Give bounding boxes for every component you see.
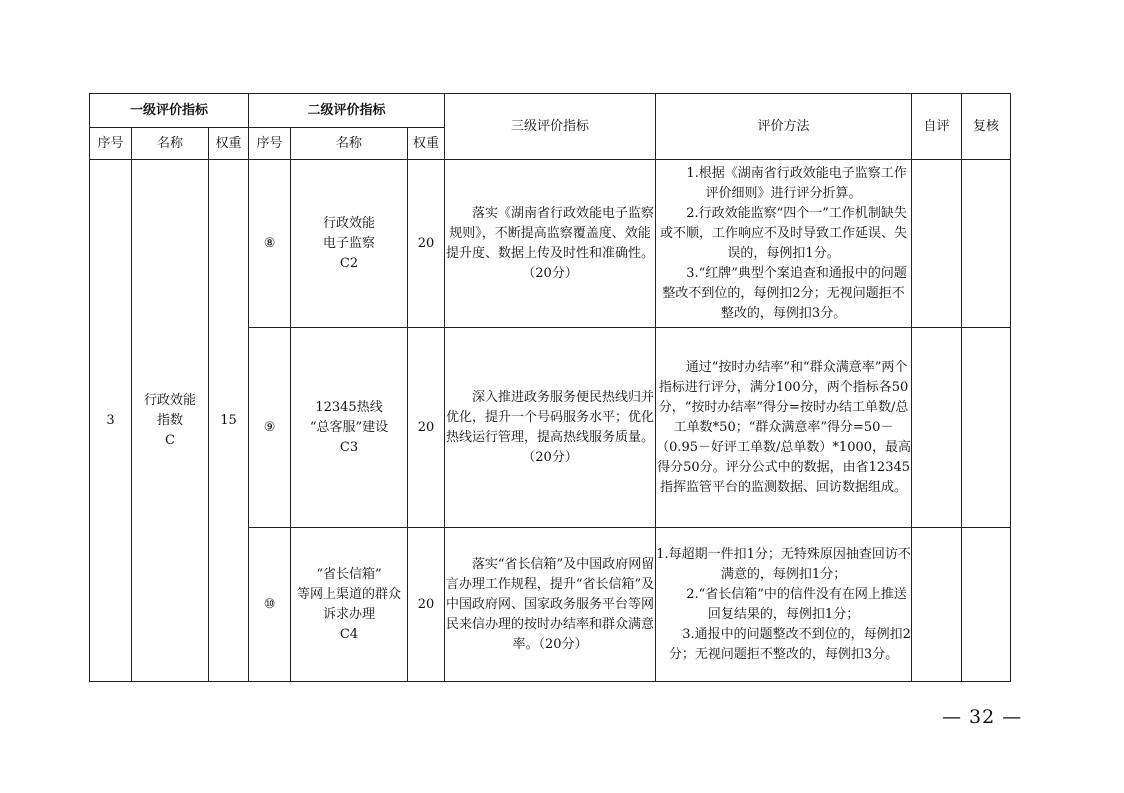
row-name: 12345热线 “总客服”建设 C3 bbox=[291, 328, 408, 528]
header-seq-2: 序号 bbox=[249, 128, 291, 160]
level1-seq: 3 bbox=[90, 160, 132, 682]
row-weight: 20 bbox=[408, 160, 445, 328]
table-row bbox=[90, 160, 1011, 328]
header-method: 评价方法 bbox=[656, 94, 912, 160]
evaluation-table bbox=[89, 93, 1011, 682]
level1-weight: 15 bbox=[209, 160, 249, 682]
header-row-1 bbox=[90, 94, 1011, 128]
page-number: — 32 — bbox=[942, 706, 1023, 728]
header-seq-1: 序号 bbox=[90, 128, 132, 160]
header-level2: 二级评价指标 bbox=[249, 94, 445, 128]
row-weight: 20 bbox=[408, 528, 445, 682]
header-level3: 三级评价指标 bbox=[445, 94, 656, 160]
row-review bbox=[962, 160, 1011, 328]
row-method: 1.根据《湖南省行政效能电子监察工作评价细则》进行评分折算。 2.行政效能监察“四个一”工作机制缺失或不顺，工作响应不及时导致工作延误、失误的，每例扣1分。 3.“红牌”典型个案追查和通报中的问题整改不到位的，每例扣2分；无视问题拒不整改的，每例扣3分。 bbox=[656, 160, 912, 328]
row-seq: ⑨ bbox=[249, 328, 291, 528]
row-seq: ⑩ bbox=[249, 528, 291, 682]
header-weight-1: 权重 bbox=[209, 128, 249, 160]
row-name: 行政效能 电子监察 C2 bbox=[291, 160, 408, 328]
row-name: “省长信箱” 等网上渠道的群众诉求办理 C4 bbox=[291, 528, 408, 682]
header-weight-2: 权重 bbox=[408, 128, 445, 160]
row-self bbox=[912, 528, 962, 682]
row-level3: 落实《湖南省行政效能电子监察规则》，不断提高监察覆盖度、效能提升度、数据上传及时性和准确性。（20分） bbox=[445, 160, 656, 328]
row-method: 1.每超期一件扣1分；无特殊原因抽查回访不满意的，每例扣1分； 2.“省长信箱”中的信件没有在网上推送回复结果的，每例扣1分； 3.通报中的问题整改不到位的，每例扣2分；无视问题拒不整改的，每例扣3分。 bbox=[656, 528, 912, 682]
row-review bbox=[962, 328, 1011, 528]
level1-name: 行政效能 指数 C bbox=[132, 160, 209, 682]
row-self bbox=[912, 328, 962, 528]
header-review: 复核 bbox=[962, 94, 1011, 160]
row-review bbox=[962, 528, 1011, 682]
header-name-2: 名称 bbox=[291, 128, 408, 160]
row-self bbox=[912, 160, 962, 328]
header-name-1: 名称 bbox=[132, 128, 209, 160]
header-self: 自评 bbox=[912, 94, 962, 160]
row-level3: 深入推进政务服务便民热线归并优化，提升一个号码服务水平；优化热线运行管理，提高热线服务质量。（20分） bbox=[445, 328, 656, 528]
row-level3: 落实“省长信箱”及中国政府网留言办理工作规程，提升“省长信箱”及中国政府网、国家政务服务平台等网民来信办理的按时办结率和群众满意率。（20分） bbox=[445, 528, 656, 682]
header-level1: 一级评价指标 bbox=[90, 94, 249, 128]
row-weight: 20 bbox=[408, 328, 445, 528]
row-seq: ⑧ bbox=[249, 160, 291, 328]
row-method: 通过“按时办结率”和“群众满意率”两个指标进行评分，满分100分，两个指标各50分，“按时办结率”得分=按时办结工单数/总工单数*50；“群众满意率”得分=50－（0.95－好评工单数/总单数）*1000，最高得分50分。评分公式中的数据，由省12345指挥监管平台的监测数据、回访数据组成。 bbox=[656, 328, 912, 528]
